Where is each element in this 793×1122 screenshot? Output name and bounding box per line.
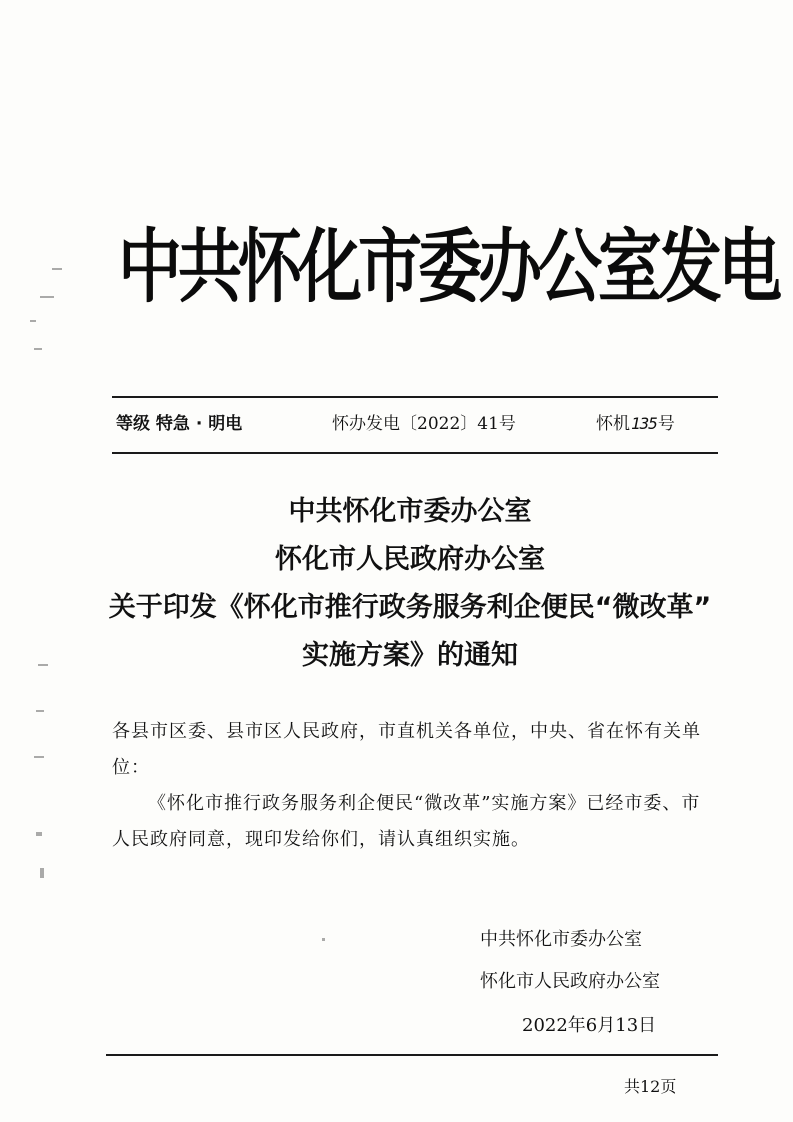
masthead-rule	[112, 396, 718, 398]
scan-speck	[40, 868, 44, 878]
scan-speck	[38, 664, 48, 666]
signature-date: 2022年6月13日	[522, 1015, 657, 1036]
signature-org-1: 中共怀化市委办公室	[480, 929, 642, 950]
page-count: 共12页	[624, 1077, 677, 1096]
machine-number-handwritten: 135	[631, 414, 657, 433]
urgency-level: 等级 特急 · 明电	[116, 414, 243, 434]
addressee: 各县市区委、县市区人民政府，市直机关各单位，中央、省在怀有关单位：	[112, 721, 701, 778]
scan-speck	[36, 710, 44, 712]
meta-row	[112, 404, 718, 444]
title-line: 实施方案》的通知	[302, 640, 518, 671]
notice-body	[112, 714, 718, 858]
scan-speck	[36, 832, 42, 836]
title-line: 关于印发《怀化市推行政务服务利企便民“微改革”	[108, 592, 712, 623]
scan-speck	[30, 320, 36, 322]
masthead-title: 中共怀化市委办公室发电	[118, 221, 778, 315]
title-line: 怀化市人民政府办公室	[275, 544, 545, 575]
body-paragraph: 《怀化市推行政务服务利企便民“微改革”实施方案》已经市委、市人民政府同意，现印发给你们，请认真组织实施。	[112, 793, 701, 850]
notice-title	[100, 488, 720, 680]
scan-speck	[34, 756, 44, 758]
scan-speck	[40, 296, 54, 298]
title-line: 中共怀化市委办公室	[288, 496, 532, 527]
scan-speck	[322, 938, 325, 941]
document-number: 怀办发电〔2022〕41号	[332, 414, 516, 434]
machine-number	[596, 404, 675, 444]
scan-speck	[34, 348, 42, 350]
meta-rule	[112, 452, 718, 454]
machine-number-prefix: 怀机	[596, 414, 630, 434]
machine-number-suffix: 号	[657, 414, 675, 434]
scan-speck	[52, 268, 62, 270]
footer-rule	[106, 1054, 718, 1056]
signature-org-2: 怀化市人民政府办公室	[480, 971, 660, 992]
